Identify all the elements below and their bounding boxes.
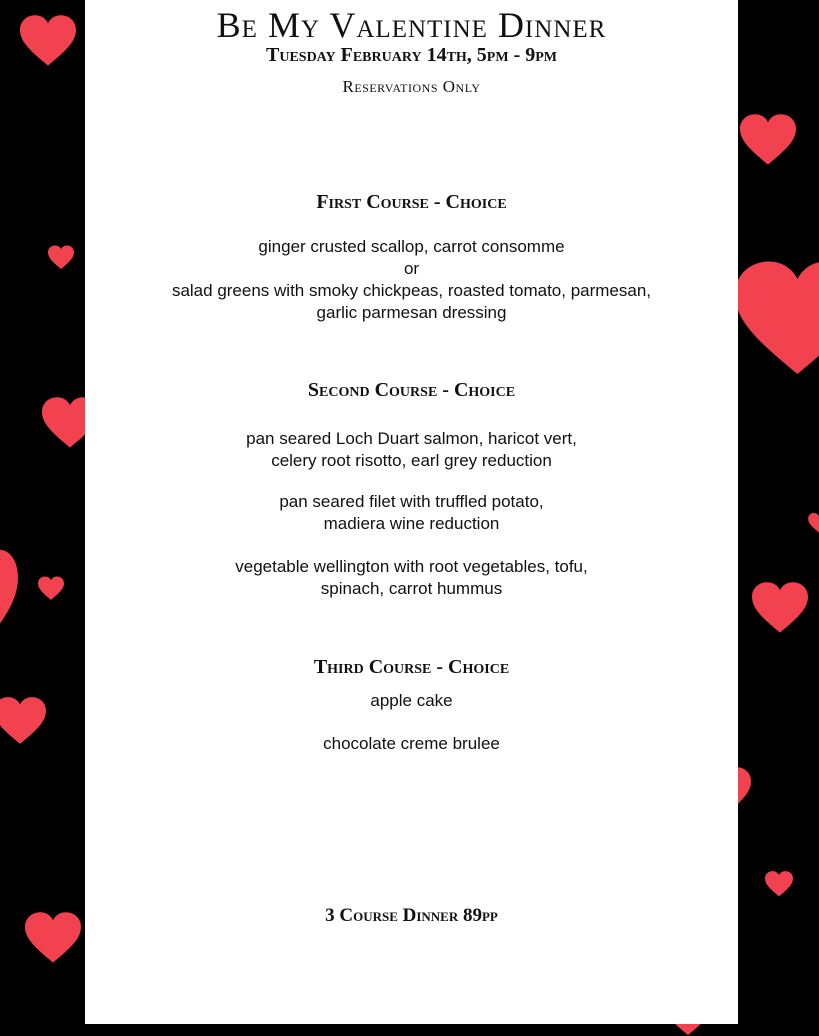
page-title: Be My Valentine Dinner xyxy=(216,5,607,45)
event-date: Tuesday February 14th, 5pm - 9pm xyxy=(266,44,557,66)
heart-icon xyxy=(740,114,796,166)
reservations-note: Reservations Only xyxy=(342,77,481,96)
third-course-item: chocolate creme brulee xyxy=(323,734,500,753)
first-course-item: salad greens with smoky chickpeas, roasted tomato, parmesan, xyxy=(171,281,652,300)
heart-icon xyxy=(0,550,18,646)
third-course-item: apple cake xyxy=(370,691,453,710)
third-course-heading: Third Course - Choice xyxy=(313,656,510,678)
price-label: 3 Course Dinner 89pp xyxy=(325,905,498,926)
first-course-or: or xyxy=(403,259,420,278)
second-course-item: pan seared filet with truffled potato, xyxy=(279,492,544,511)
heart-icon xyxy=(48,245,74,270)
heart-icon xyxy=(0,694,46,748)
second-course-item: vegetable wellington with root vegetables, tofu, xyxy=(235,557,588,576)
heart-icon xyxy=(735,255,819,383)
first-course-heading: First Course - Choice xyxy=(316,191,507,213)
second-course-item: madiera wine reduction xyxy=(323,514,500,533)
heart-icon xyxy=(38,576,64,601)
heart-icon xyxy=(808,513,819,533)
heart-icon xyxy=(25,912,81,964)
first-course-item: ginger crusted scallop, carrot consomme xyxy=(258,237,565,256)
second-course-item: spinach, carrot hummus xyxy=(320,579,503,598)
first-course-item: garlic parmesan dressing xyxy=(316,303,507,322)
second-course-heading: Second Course - Choice xyxy=(307,379,516,401)
second-course-item: celery root risotto, earl grey reduction xyxy=(271,451,552,470)
second-course-item: pan seared Loch Duart salmon, haricot vert, xyxy=(246,429,577,448)
heart-icon xyxy=(752,582,808,634)
heart-icon xyxy=(765,871,793,897)
heart-icon xyxy=(20,14,76,68)
menu-panel xyxy=(85,0,738,1024)
